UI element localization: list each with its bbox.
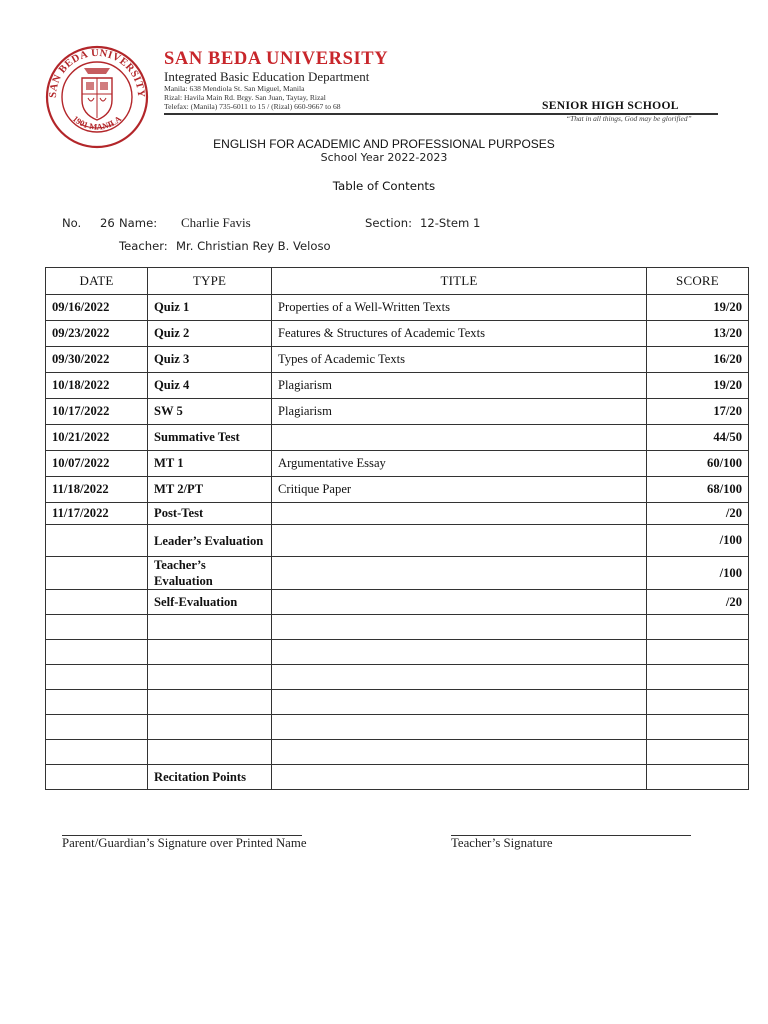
column-header-type: TYPE	[148, 268, 272, 295]
type-cell	[148, 715, 272, 740]
date-cell	[46, 715, 148, 740]
title-cell: Argumentative Essay	[272, 451, 647, 477]
score-cell	[647, 740, 749, 765]
date-cell	[46, 665, 148, 690]
title-cell	[272, 690, 647, 715]
student-name-value: Charlie Favis	[181, 215, 251, 230]
title-cell	[272, 665, 647, 690]
table-row	[46, 690, 749, 715]
table-row	[46, 399, 749, 425]
table-row	[46, 715, 749, 740]
title-cell	[272, 525, 647, 557]
score-cell: 16/20	[647, 347, 749, 373]
score-cell: 19/20	[647, 373, 749, 399]
type-cell: Recitation Points	[148, 765, 272, 790]
score-cell: /20	[647, 590, 749, 615]
course-title: ENGLISH FOR ACADEMIC AND PROFESSIONAL PURPOSES	[213, 137, 555, 151]
table-row	[46, 525, 749, 557]
type-cell: MT 2/PT	[148, 477, 272, 503]
teacher-signature-label: Teacher’s Signature	[451, 836, 553, 850]
column-header-score: SCORE	[647, 268, 749, 295]
score-cell	[647, 665, 749, 690]
university-name: SAN BEDA UNIVERSITY	[164, 49, 389, 69]
title-cell	[272, 715, 647, 740]
table-row	[46, 373, 749, 399]
table-row	[46, 425, 749, 451]
section-value: 12-Stem 1	[420, 216, 481, 230]
date-cell: 10/21/2022	[46, 425, 148, 451]
student-no-label: No.	[62, 216, 82, 230]
title-cell	[272, 425, 647, 451]
title-cell: Types of Academic Texts	[272, 347, 647, 373]
document-heading: Table of Contents	[332, 179, 436, 193]
title-cell: Plagiarism	[272, 399, 647, 425]
teacher-value: Mr. Christian Rey B. Veloso	[176, 239, 331, 253]
date-cell: 11/17/2022	[46, 503, 148, 525]
score-cell: 44/50	[647, 425, 749, 451]
date-cell	[46, 765, 148, 790]
table-row	[46, 477, 749, 503]
department-name: Integrated Basic Education Department	[164, 69, 370, 84]
type-cell: SW 5	[148, 399, 272, 425]
parent-signature-label: Parent/Guardian’s Signature over Printed Name	[62, 836, 307, 850]
title-cell	[272, 615, 647, 640]
score-cell: 13/20	[647, 321, 749, 347]
date-cell	[46, 740, 148, 765]
school-year: School Year 2022-2023	[320, 151, 448, 164]
date-cell: 10/07/2022	[46, 451, 148, 477]
table-row	[46, 295, 749, 321]
type-cell: Self-Evaluation	[148, 590, 272, 615]
score-cell: 60/100	[647, 451, 749, 477]
table-row	[46, 665, 749, 690]
score-cell	[647, 765, 749, 790]
title-cell: Properties of a Well-Written Texts	[272, 295, 647, 321]
score-cell	[647, 690, 749, 715]
title-cell: Plagiarism	[272, 373, 647, 399]
title-cell	[272, 503, 647, 525]
table-row	[46, 557, 749, 590]
title-cell	[272, 557, 647, 590]
column-header-date: DATE	[46, 268, 148, 295]
title-cell	[272, 590, 647, 615]
type-cell: Post-Test	[148, 503, 272, 525]
university-seal-logo	[44, 44, 150, 150]
type-cell: Leader’s Evaluation	[148, 525, 272, 557]
table-row	[46, 740, 749, 765]
date-cell	[46, 557, 148, 590]
score-cell	[647, 715, 749, 740]
table-body	[46, 295, 749, 790]
address-line-telefax: Telefax: (Manila) 735-6011 to 15 / (Rizal) 660-9667 to 68	[164, 102, 341, 111]
column-header-title: TITLE	[272, 268, 647, 295]
student-name-label: Name:	[119, 216, 158, 230]
type-cell	[148, 690, 272, 715]
type-cell: Quiz 2	[148, 321, 272, 347]
table-row	[46, 503, 749, 525]
title-cell: Critique Paper	[272, 477, 647, 503]
title-cell	[272, 765, 647, 790]
date-cell	[46, 615, 148, 640]
score-cell	[647, 640, 749, 665]
table-row	[46, 640, 749, 665]
date-cell: 11/18/2022	[46, 477, 148, 503]
title-cell	[272, 640, 647, 665]
title-cell: Features & Structures of Academic Texts	[272, 321, 647, 347]
address-line-rizal: Rizal: Havila Main Rd. Brgy. San Juan, Taytay, Rizal	[164, 93, 326, 102]
type-cell: Quiz 1	[148, 295, 272, 321]
score-cell: /20	[647, 503, 749, 525]
type-cell: Teacher’s Evaluation	[148, 557, 272, 590]
table-row	[46, 615, 749, 640]
type-cell	[148, 615, 272, 640]
seal-top-text: SAN BEDA UNIVERSITY	[47, 47, 147, 99]
date-cell	[46, 640, 148, 665]
date-cell: 09/16/2022	[46, 295, 148, 321]
type-cell: Quiz 3	[148, 347, 272, 373]
date-cell: 09/30/2022	[46, 347, 148, 373]
section-label: Section:	[365, 216, 412, 230]
score-cell: /100	[647, 525, 749, 557]
score-cell	[647, 615, 749, 640]
table-header-row	[46, 268, 749, 295]
school-motto: “That in all things, God may be glorified”	[566, 114, 692, 123]
date-cell	[46, 590, 148, 615]
date-cell	[46, 690, 148, 715]
table-row	[46, 321, 749, 347]
student-no-value: 26	[100, 216, 115, 230]
division-label: SENIOR HIGH SCHOOL	[542, 99, 679, 112]
table-of-contents-table	[45, 267, 749, 790]
score-cell: /100	[647, 557, 749, 590]
score-cell: 19/20	[647, 295, 749, 321]
type-cell: MT 1	[148, 451, 272, 477]
table-row	[46, 765, 749, 790]
teacher-label: Teacher:	[119, 239, 168, 253]
type-cell: Quiz 4	[148, 373, 272, 399]
title-cell	[272, 740, 647, 765]
table-row	[46, 347, 749, 373]
type-cell	[148, 640, 272, 665]
table-row	[46, 590, 749, 615]
date-cell: 10/18/2022	[46, 373, 148, 399]
address-line-manila: Manila: 638 Mendiola St. San Miguel, Manila	[164, 84, 305, 93]
table-row	[46, 451, 749, 477]
date-cell	[46, 525, 148, 557]
type-cell: Summative Test	[148, 425, 272, 451]
score-cell: 17/20	[647, 399, 749, 425]
score-cell: 68/100	[647, 477, 749, 503]
type-cell	[148, 740, 272, 765]
seal-bottom-text: 1901 MANILA	[70, 113, 124, 132]
type-cell	[148, 665, 272, 690]
date-cell: 10/17/2022	[46, 399, 148, 425]
date-cell: 09/23/2022	[46, 321, 148, 347]
